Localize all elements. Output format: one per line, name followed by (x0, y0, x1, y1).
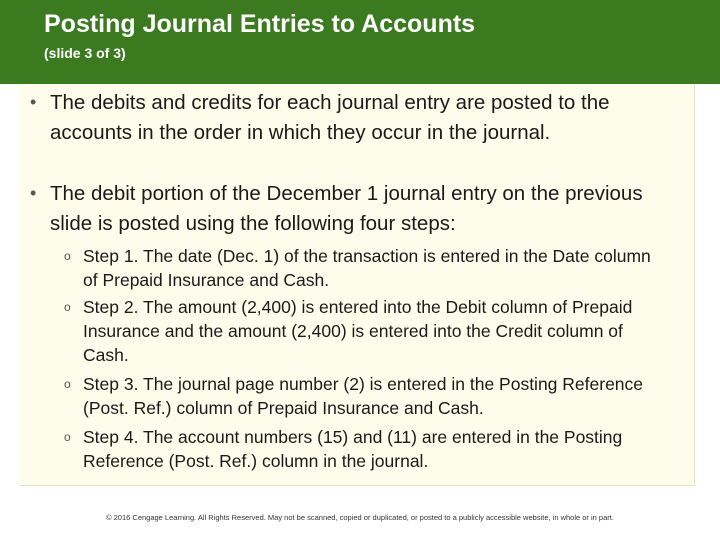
bullet-text: The debits and credits for each journal entry are posted to the accounts in the order in which they occur in the journal. (50, 91, 610, 144)
slide-header (0, 0, 720, 84)
bullet-item (30, 179, 670, 238)
circle-bullet-icon: o (64, 377, 71, 391)
bullet-icon: • (30, 92, 37, 112)
bullet-item (30, 88, 670, 147)
step-item (64, 372, 653, 420)
step-text: Step 4. The account numbers (15) and (11) are entered in the Posting Reference (Post. Ref.) column in the journal. (83, 427, 623, 471)
bullet-icon: • (30, 183, 37, 203)
step-text: Step 3. The journal page number (2) is entered in the Posting Reference (Post. Ref.) column of Prepaid Insurance and Cash. (83, 374, 644, 418)
step-item (64, 244, 653, 292)
step-text: Step 2. The amount (2,400) is entered into the Debit column of Prepaid Insurance and the amount (2,400) is entered into the Credit column of Cash. (83, 297, 633, 365)
circle-bullet-icon: o (64, 249, 71, 263)
circle-bullet-icon: o (64, 430, 71, 444)
step-item (64, 425, 653, 473)
circle-bullet-icon: o (64, 300, 71, 314)
slide-subtitle: (slide 3 of 3) (44, 45, 126, 61)
step-text: Step 1. The date (Dec. 1) of the transaction is entered in the Date column of Prepaid Insurance and Cash. (83, 246, 651, 290)
bullet-text: The debit portion of the December 1 journal entry on the previous slide is posted using the following four steps: (50, 182, 643, 235)
copyright-footer: © 2016 Cengage Learning. All Rights Reserved. May not be scanned, copied or duplicated, or posted to a publicly accessible website, in whole or in part. (106, 513, 614, 522)
slide-title: Posting Journal Entries to Accounts (44, 10, 476, 38)
step-item (64, 295, 653, 367)
